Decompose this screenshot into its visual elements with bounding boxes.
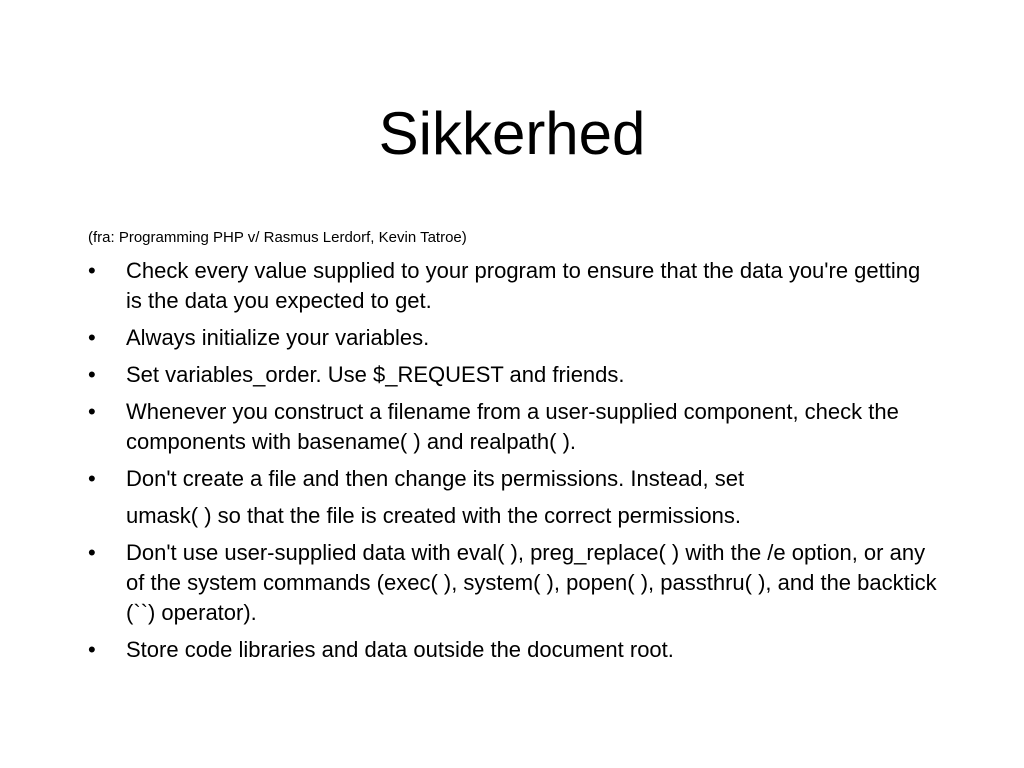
bullet-text: Don't use user-supplied data with eval( ), preg_replace( ) with the /e option, or any of the system commands (exec( ), system( ), popen( ), passthru( ), and the backtick (``) operator). <box>126 540 937 625</box>
bullet-text <box>126 464 938 531</box>
bullet-icon: • <box>88 362 96 387</box>
bullet-text-line-1: Don't create a file and then change its permissions. Instead, set <box>126 466 745 491</box>
bullet-text: Check every value supplied to your program to ensure that the data you're getting is the data you expected to get. <box>126 258 921 313</box>
bullet-item-variables-order <box>88 360 938 390</box>
bullet-text: Set variables_order. Use $_REQUEST and friends. <box>126 362 625 387</box>
bullet-text-line-2: umask( ) so that the file is created with the correct permissions. <box>126 503 742 528</box>
bullet-icon: • <box>88 637 96 662</box>
bullet-item-umask <box>88 464 938 531</box>
bullet-icon: • <box>88 399 96 424</box>
bullet-icon: • <box>88 258 96 283</box>
source-citation: (fra: Programming PHP v/ Rasmus Lerdorf, Kevin Tatroe) <box>88 229 467 246</box>
bullet-icon: • <box>88 540 96 565</box>
bullet-item-user-supplied-data <box>88 538 938 628</box>
bullet-item-check-values <box>88 256 938 316</box>
bullet-icon: • <box>88 325 96 350</box>
slide-title: Sikkerhed <box>378 100 646 167</box>
bullet-item-code-libraries <box>88 635 938 665</box>
bullet-text: Store code libraries and data outside the document root. <box>126 637 674 662</box>
bullet-text: Whenever you construct a filename from a user-supplied component, check the components with basename( ) and realpath( ). <box>126 399 899 454</box>
bullet-text: Always initialize your variables. <box>126 325 430 350</box>
bullet-list <box>88 256 938 672</box>
bullet-item-filename-check <box>88 397 938 457</box>
bullet-icon: • <box>88 466 96 491</box>
bullet-item-initialize-variables <box>88 323 938 353</box>
